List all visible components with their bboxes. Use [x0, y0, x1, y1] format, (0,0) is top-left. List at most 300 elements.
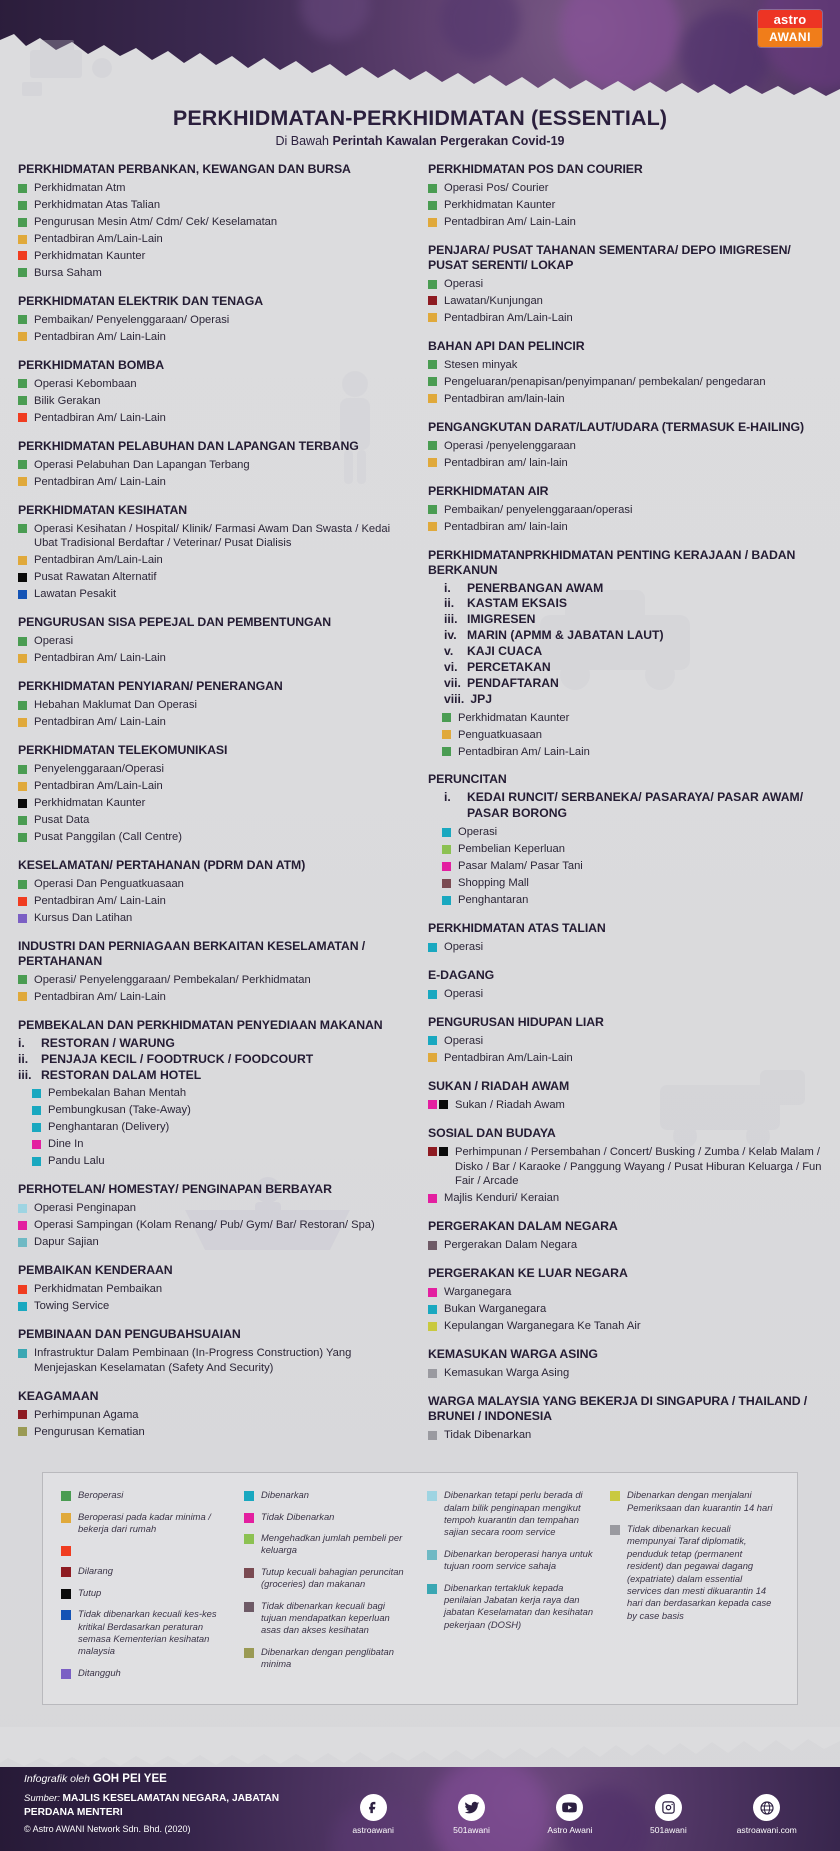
- service-item: [428, 939, 822, 956]
- roman-item: [428, 628, 822, 644]
- service-item: [18, 231, 410, 248]
- status-swatch-group: [18, 590, 27, 599]
- status-swatch-group: [18, 1221, 27, 1230]
- legend-label: Tidak dibenarkan kecuali bagi tujuan mendapatkan keperluan asas dan akses kesihatan: [261, 1599, 390, 1636]
- service-item: [428, 1318, 822, 1335]
- twitter-icon[interactable]: [458, 1794, 485, 1821]
- status-swatch-group: [18, 1238, 27, 1247]
- service-section: [428, 1394, 822, 1444]
- service-item-label: Pusat Panggilan (Call Centre): [34, 831, 182, 844]
- status-swatch-group: [18, 413, 27, 422]
- roman-label: PENDAFTARAN: [467, 675, 559, 690]
- social-link[interactable]: [428, 1794, 516, 1835]
- torn-paper-edge-bottom: [0, 1727, 840, 1767]
- legend-swatch: [61, 1610, 71, 1620]
- social-link[interactable]: [723, 1794, 811, 1835]
- status-swatch: [18, 573, 27, 582]
- service-section: [428, 1126, 822, 1208]
- roman-label: KASTAM EKSAIS: [467, 596, 567, 611]
- status-swatch-group: [428, 1053, 437, 1062]
- service-item-label: Pentadbiran Am/Lain-Lain: [34, 233, 163, 245]
- legend-label: Dibenarkan tetapi perlu berada di dalam bilik penginapan mengikut tempoh kuarantin dan tempahan sajian secara room service: [444, 1489, 583, 1538]
- service-item: [428, 310, 822, 327]
- legend-item: [61, 1667, 228, 1679]
- status-swatch: [428, 1431, 437, 1440]
- status-swatch: [428, 1053, 437, 1062]
- legend-swatch: [244, 1534, 254, 1544]
- status-swatch-group: [32, 1106, 41, 1115]
- service-section: [18, 439, 410, 491]
- service-item-label: Pengurusan Kematian: [34, 1425, 145, 1438]
- roman-item: [18, 1052, 410, 1068]
- service-item-list: [18, 1200, 410, 1251]
- status-swatch: [428, 458, 437, 467]
- status-swatch-group: [428, 184, 437, 193]
- service-item-label: Perkhidmatan Kaunter: [458, 711, 570, 724]
- status-swatch: [18, 477, 27, 486]
- service-item: [18, 972, 410, 989]
- section-heading: WARGA MALAYSIA YANG BEKERJA DI SINGAPURA / THAILAND / BRUNEI / INDONESIA: [428, 1394, 808, 1424]
- status-swatch-group: [18, 765, 27, 774]
- service-item-label: Pentadbiran Am/ Lain-Lain: [34, 716, 166, 729]
- section-heading: KESELAMATAN/ PERTAHANAN (PDRM DAN ATM): [18, 857, 306, 872]
- status-swatch-group: [18, 1204, 27, 1213]
- status-swatch-group: [442, 879, 451, 888]
- service-item-label: Pergerakan Dalam Negara: [444, 1239, 578, 1252]
- status-swatch-group: [18, 396, 27, 405]
- status-swatch-group: [428, 458, 437, 467]
- legend-item: [427, 1582, 594, 1632]
- status-swatch-group: [18, 992, 27, 1001]
- service-section: [18, 1263, 410, 1315]
- status-swatch: [18, 235, 27, 244]
- service-item-list: [428, 1365, 822, 1382]
- social-link[interactable]: [624, 1794, 712, 1835]
- legend-swatch: [244, 1602, 254, 1612]
- section-heading: PERKHIDMATAN PENYIARAN/ PENERANGAN: [18, 679, 283, 694]
- status-swatch: [428, 1241, 437, 1250]
- legend-column: [61, 1489, 234, 1688]
- section-heading: BAHAN API DAN PELINCIR: [428, 338, 585, 353]
- service-item-list: [18, 376, 410, 427]
- social-handle: 501awani: [649, 1825, 687, 1836]
- status-swatch: [428, 201, 437, 210]
- section-heading: SOSIAL DAN BUDAYA: [428, 1125, 556, 1140]
- social-link[interactable]: [329, 1794, 417, 1835]
- legend-column: [427, 1489, 600, 1688]
- legend-item: [427, 1489, 594, 1539]
- service-item: [428, 986, 822, 1003]
- status-swatch: [18, 590, 27, 599]
- service-item-list: [18, 633, 410, 667]
- roman-list: [428, 581, 822, 708]
- service-item-list: [428, 939, 822, 956]
- service-item-label: Pandu Lalu: [48, 1155, 105, 1168]
- status-swatch-group: [18, 573, 27, 582]
- service-item-label: Operasi Pelabuhan Dan Lapangan Terbang: [34, 458, 250, 471]
- service-item-label: Bilik Gerakan: [34, 394, 101, 407]
- service-item: [32, 1153, 410, 1170]
- service-item: [18, 697, 410, 714]
- status-swatch: [18, 556, 27, 565]
- service-item-label: Stesen minyak: [444, 358, 518, 371]
- status-swatch: [428, 377, 437, 386]
- service-item: [18, 876, 410, 893]
- service-item-label: Bursa Saham: [34, 266, 102, 279]
- service-item-label: Operasi Pos/ Courier: [444, 182, 549, 195]
- status-swatch-group: [428, 943, 437, 952]
- legend-label: Dibenarkan dengan menjalani Pemeriksaan dan kuarantin 14 hari: [627, 1489, 773, 1513]
- service-item-list: [428, 1033, 822, 1067]
- status-swatch: [428, 313, 437, 322]
- facebook-icon[interactable]: [360, 1794, 387, 1821]
- status-swatch: [428, 1369, 437, 1378]
- service-item-list: [428, 824, 822, 909]
- status-swatch: [428, 296, 437, 305]
- legend-swatch: [61, 1546, 71, 1556]
- status-swatch-group: [428, 360, 437, 369]
- service-item-list: [18, 697, 410, 731]
- service-item-label: Pentadbiran am/ lain-lain: [444, 456, 568, 469]
- service-item: [18, 989, 410, 1006]
- status-swatch: [442, 828, 451, 837]
- instagram-icon[interactable]: [655, 1794, 682, 1821]
- service-item-label: Pusat Data: [34, 814, 90, 827]
- status-swatch-group: [18, 897, 27, 906]
- roman-item: [428, 612, 822, 628]
- service-item: [18, 1298, 410, 1315]
- status-swatch-group: [428, 441, 437, 450]
- section-heading: PENJARA/ PUSAT TAHANAN SEMENTARA/ DEPO IMIGRESEN/ PUSAT SERENTI/ LOKAP: [428, 242, 791, 272]
- service-item: [18, 778, 410, 795]
- service-item-list: [18, 457, 410, 491]
- page-title: PERKHIDMATAN-PERKHIDMATAN (ESSENTIAL): [172, 106, 668, 130]
- service-item-list: [428, 1097, 822, 1114]
- legend-label: Tutup: [78, 1586, 102, 1598]
- service-item: [18, 457, 410, 474]
- service-section: [428, 1015, 822, 1067]
- service-item: [428, 197, 822, 214]
- service-item: [442, 709, 822, 726]
- roman-item: [428, 596, 822, 612]
- service-item-label: Lawatan/Kunjungan: [444, 294, 543, 307]
- service-section: [18, 1182, 410, 1251]
- status-swatch-group: [428, 377, 437, 386]
- service-section: [18, 939, 410, 1006]
- roman-item: [428, 790, 822, 822]
- roman-item: [428, 581, 822, 597]
- status-swatch-group: [428, 1036, 437, 1045]
- service-item-label: Pentadbiran Am/Lain-Lain: [444, 1051, 573, 1064]
- service-item: [32, 1085, 410, 1102]
- roman-label: RESTORAN / WARUNG: [41, 1035, 175, 1050]
- status-swatch-group: [18, 184, 27, 193]
- roman-label: RESTORAN DALAM HOTEL: [41, 1067, 202, 1082]
- legend-swatch: [427, 1584, 437, 1594]
- service-item-label: Operasi Kesihatan / Hospital/ Klinik/ Farmasi Awam Dan Swasta / Kedai Ubat Tradisional Berdaftar / Veterinar/ Pusat Dialisis: [34, 522, 391, 550]
- legend-box: [42, 1472, 798, 1705]
- status-swatch-group: [32, 1157, 41, 1166]
- service-section: [428, 968, 822, 1003]
- service-item-label: Towing Service: [34, 1300, 110, 1313]
- service-item-label: Pentadbiran Am/ Lain-Lain: [34, 330, 166, 343]
- service-item-label: Pentadbiran Am/ Lain-Lain: [34, 990, 166, 1003]
- service-item-label: Pembekalan Bahan Mentah: [48, 1087, 187, 1100]
- roman-numeral: v.: [444, 644, 454, 659]
- section-heading: INDUSTRI DAN PERNIAGAAN BERKAITAN KESELAMATAN / PERTAHANAN: [18, 938, 366, 968]
- status-swatch-group: [18, 218, 27, 227]
- status-swatch: [32, 1123, 41, 1132]
- status-swatch: [18, 975, 27, 984]
- roman-label: IMIGRESEN: [467, 612, 536, 627]
- legend-item: [244, 1600, 411, 1637]
- torn-paper-edge-top: [0, 20, 840, 96]
- status-swatch: [18, 799, 27, 808]
- social-handle: astroawani.com: [736, 1825, 797, 1836]
- service-item-label: Kemasukan Warga Asing: [444, 1367, 570, 1380]
- service-section: [428, 1266, 822, 1335]
- section-heading: PENGURUSAN SISA PEPEJAL DAN PEMBENTUNGAN: [18, 615, 332, 630]
- legend-swatch: [244, 1648, 254, 1658]
- service-section: [428, 1347, 822, 1382]
- status-swatch-group: [18, 799, 27, 808]
- service-item-label: Operasi: [444, 941, 484, 954]
- service-section: [18, 162, 410, 282]
- social-link[interactable]: [526, 1794, 614, 1835]
- status-swatch-group: [18, 782, 27, 791]
- service-item-label: Perkhidmatan Pembaikan: [34, 1283, 163, 1296]
- service-item-label: Operasi /penyelenggaraan: [444, 439, 576, 452]
- service-item-label: Pentadbiran Am/ Lain-Lain: [34, 411, 166, 424]
- service-section: [18, 858, 410, 927]
- service-section: [428, 1219, 822, 1254]
- service-item-label: Warganegara: [444, 1286, 512, 1299]
- section-heading: PERGERAKAN DALAM NEGARA: [428, 1219, 618, 1234]
- social-handle: Astro Awani: [547, 1825, 593, 1836]
- status-swatch-group: [18, 332, 27, 341]
- roman-numeral: viii.: [444, 691, 465, 706]
- service-item-list: [18, 761, 410, 846]
- legend-label: Beroperasi: [78, 1489, 124, 1501]
- status-swatch-group: [442, 747, 451, 756]
- roman-item: [18, 1068, 410, 1084]
- source-name: MAJLIS KESELAMATAN NEGARA, JABATAN PERDANA MENTERI: [24, 1793, 280, 1818]
- service-item: [428, 357, 822, 374]
- service-item-label: Penghantaran: [458, 894, 529, 907]
- service-item-label: Perkhidmatan Atm: [34, 182, 126, 195]
- status-swatch-group: [18, 235, 27, 244]
- status-swatch-group: [18, 816, 27, 825]
- roman-label: KAJI CUACA: [467, 644, 543, 659]
- service-item-list: [18, 312, 410, 346]
- status-swatch: [18, 765, 27, 774]
- status-swatch: [18, 1302, 27, 1311]
- status-swatch-group: [18, 524, 27, 533]
- status-swatch: [32, 1106, 41, 1115]
- status-swatch-group: [428, 394, 437, 403]
- status-swatch: [428, 441, 437, 450]
- status-swatch: [18, 332, 27, 341]
- legend-item: [244, 1511, 411, 1523]
- status-swatch: [442, 879, 451, 888]
- status-swatch: [18, 992, 27, 1001]
- service-item-label: Operasi: [444, 988, 484, 1000]
- service-item: [428, 1033, 822, 1050]
- status-swatch-group: [18, 1349, 27, 1358]
- service-item: [18, 1281, 410, 1298]
- service-item-label: Perkhidmatan Kaunter: [34, 797, 146, 810]
- service-section: [18, 1389, 410, 1441]
- status-swatch-group: [428, 1241, 437, 1250]
- service-item: [32, 1136, 410, 1153]
- status-swatch: [18, 816, 27, 825]
- globe-icon[interactable]: [753, 1794, 780, 1821]
- legend-label: Dibenarkan dengan penglibatan minima: [261, 1645, 394, 1670]
- youtube-icon[interactable]: [556, 1794, 583, 1821]
- section-heading: KEMASUKAN WARGA ASING: [428, 1347, 598, 1362]
- service-section: [18, 294, 410, 346]
- status-swatch-group: [18, 1410, 27, 1419]
- status-swatch: [18, 701, 27, 710]
- status-swatch-group: [32, 1123, 41, 1132]
- legend-label: Tidak dibenarkan kecuali kes-kes kritikal Berdasarkan peraturan semasa Kementerian kesihatan malaysia: [78, 1608, 217, 1657]
- service-item-label: Pentadbiran Am/Lain-Lain: [34, 780, 163, 793]
- legend-label: Dibenarkan tertakluk kepada penilaian Jabatan kerja raya dan jabatan Keselamatan dan kesihatan pekerjaan (DOSH): [444, 1581, 594, 1630]
- service-item-list: [428, 502, 822, 536]
- section-heading: PERKHIDMATAN TELEKOMUNIKASI: [18, 743, 228, 758]
- service-item-label: Lawatan Pesakit: [34, 588, 117, 601]
- service-item-list: [428, 180, 822, 231]
- service-item-label: Pentadbiran Am/Lain-Lain: [444, 311, 573, 324]
- service-item: [428, 214, 822, 231]
- legend-swatch: [61, 1589, 71, 1599]
- status-swatch-group: [18, 914, 27, 923]
- status-swatch: [428, 1036, 437, 1045]
- service-item: [442, 726, 822, 743]
- roman-item: [18, 1036, 410, 1052]
- service-item-label: Operasi Penginapan: [34, 1202, 137, 1215]
- status-swatch: [428, 184, 437, 193]
- service-item: [18, 214, 410, 231]
- status-swatch: [18, 379, 27, 388]
- section-heading: PERKHIDMATAN AIR: [428, 483, 549, 498]
- service-item: [18, 910, 410, 927]
- logo-awani-text: AWANI: [758, 28, 822, 47]
- status-swatch-group: [32, 1089, 41, 1098]
- service-item-label: Pembelian Keperluan: [458, 843, 565, 856]
- service-item: [428, 519, 822, 536]
- service-item-label: Kursus Dan Latihan: [34, 912, 133, 924]
- copyright-text: © Astro AWANI Network Sdn. Bhd. (2020): [24, 1823, 191, 1834]
- service-section: [18, 503, 410, 604]
- legend-label: Dibenarkan: [261, 1489, 309, 1501]
- status-swatch: [428, 1305, 437, 1314]
- service-item: [18, 650, 410, 667]
- legend-label: Tidak dibenarkan kecuali mempunyai Taraf diplomatik, penduduk tetap (permanent resident) dan pegawai dagang (expatriate) dalam essential services dan mesti dikuarantin 14 hari dan berdasarkan kepada case by case basis: [627, 1522, 772, 1621]
- legend-item: [61, 1544, 228, 1556]
- service-item: [18, 1407, 410, 1424]
- roman-label: KEDAI RUNCIT/ SERBANEKA/ PASARAYA/ PASAR AWAM/ PASAR BORONG: [467, 790, 804, 821]
- section-heading: PERKHIDMATAN BOMBA: [18, 357, 164, 372]
- legend-swatch: [427, 1550, 437, 1560]
- status-swatch-group: [32, 1140, 41, 1149]
- status-swatch: [18, 413, 27, 422]
- status-swatch-group: [428, 522, 437, 531]
- service-item-label: Pentadbiran Am/Lain-Lain: [34, 554, 163, 567]
- section-heading: PERUNCITAN: [428, 772, 507, 787]
- legend-item: [244, 1489, 411, 1501]
- legend-column: [244, 1489, 417, 1688]
- legend-item: [61, 1511, 228, 1536]
- status-swatch-group: [442, 828, 451, 837]
- service-item-label: Operasi Kebombaan: [34, 377, 137, 390]
- service-item: [18, 829, 410, 846]
- service-item-label: Perhimpunan Agama: [34, 1408, 139, 1421]
- status-swatch-group: [428, 313, 437, 322]
- legend-label: Beroperasi pada kadar minima / bekerja dari rumah: [78, 1510, 211, 1534]
- service-item-label: Operasi Dan Penguatkuasaan: [34, 878, 184, 891]
- service-item: [18, 521, 410, 553]
- status-swatch-group: [18, 833, 27, 842]
- section-heading: SUKAN / RIADAH AWAM: [428, 1078, 570, 1093]
- service-item-list: [18, 1085, 410, 1170]
- title-block: [0, 106, 840, 148]
- status-swatch-group: [442, 730, 451, 739]
- status-swatch: [18, 1204, 27, 1213]
- status-swatch-group: [18, 880, 27, 889]
- status-swatch-group: [428, 218, 437, 227]
- service-item: [18, 474, 410, 491]
- service-section: [428, 1079, 822, 1114]
- status-swatch: [428, 360, 437, 369]
- service-item-label: Pembungkusan (Take-Away): [48, 1104, 191, 1117]
- roman-item: [428, 660, 822, 676]
- service-item-label: Operasi: [444, 1034, 484, 1047]
- service-item-label: Operasi: [444, 278, 484, 290]
- roman-label: PENERBANGAN AWAM: [467, 580, 604, 595]
- service-item-label: Operasi: [34, 635, 74, 648]
- status-swatch: [428, 1194, 437, 1203]
- status-swatch: [18, 897, 27, 906]
- roman-label: JPJ: [470, 691, 493, 706]
- service-item-label: Operasi/ Penyelenggaraan/ Pembekalan/ Perkhidmatan: [34, 973, 311, 986]
- status-swatch: [32, 1140, 41, 1149]
- status-swatch: [428, 280, 437, 289]
- page-subtitle: [0, 134, 840, 148]
- service-item: [18, 586, 410, 603]
- service-item: [428, 276, 822, 293]
- service-item: [428, 293, 822, 310]
- header-band: [0, 0, 840, 96]
- status-swatch: [18, 396, 27, 405]
- status-swatch: [32, 1089, 41, 1098]
- status-swatch-group: [18, 654, 27, 663]
- status-swatch: [18, 914, 27, 923]
- service-item-label: Dine In: [48, 1138, 84, 1151]
- status-swatch-group: [428, 1100, 448, 1109]
- service-item: [428, 438, 822, 455]
- service-item-list: [18, 180, 410, 282]
- service-item: [18, 714, 410, 731]
- service-item-label: Pentadbiran Am/ Lain-Lain: [444, 216, 576, 229]
- status-swatch: [18, 782, 27, 791]
- status-swatch: [442, 747, 451, 756]
- status-swatch-group: [428, 296, 437, 305]
- status-swatch-group: [18, 251, 27, 260]
- service-item-list: [428, 709, 822, 760]
- status-swatch-group: [428, 201, 437, 210]
- service-item: [442, 875, 822, 892]
